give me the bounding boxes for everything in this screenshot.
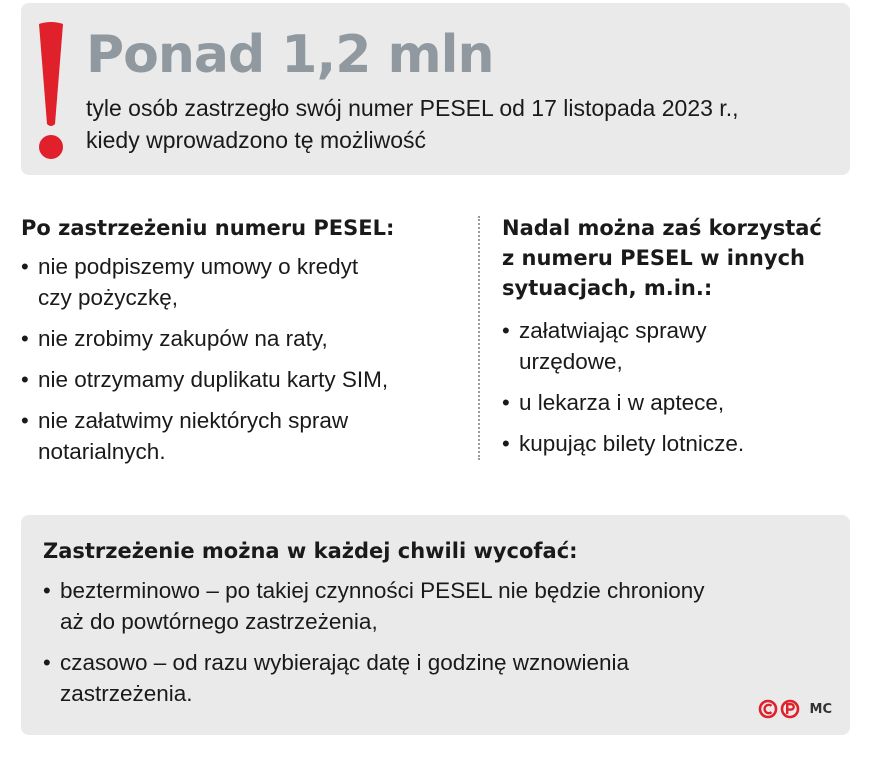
list-item-text: czy pożyczkę, (38, 285, 179, 310)
list-item (502, 315, 854, 377)
restrictions-heading: Po zastrzeżeniu numeru PESEL: (21, 216, 395, 240)
p-registered-icon (782, 701, 798, 717)
subtext-line: tyle osób zastrzegło swój numer PESEL od 17 listopada 2023 r., (86, 95, 739, 121)
list-item (21, 251, 467, 313)
list-item-text: • załatwiając sprawy (519, 318, 707, 343)
heading-line: Nadal można zaś korzystać (502, 216, 822, 240)
exceptions-column (502, 213, 854, 469)
author-initials: MC (809, 701, 832, 717)
heading-line: sytuacjach, m.in.: (502, 276, 713, 300)
list-item (502, 387, 854, 418)
list-item-text: • nie załatwimy niektórych spraw (38, 408, 349, 433)
exceptions-list (502, 315, 854, 459)
credit (758, 699, 832, 719)
list-item-text: • u lekarza i w aptece, (519, 390, 725, 415)
list-item-text: aż do powtórnego zastrzeżenia, (60, 609, 378, 634)
list-item-text: • nie podpiszemy umowy o kredyt (38, 254, 359, 279)
column-divider (478, 216, 480, 460)
list-item (43, 575, 833, 637)
heading-line: z numeru PESEL w innych (502, 246, 805, 270)
withdrawal-heading: Zastrzeżenie można w każdej chwili wycofać: (43, 539, 578, 563)
withdrawal-list (43, 575, 833, 719)
list-item-text: zastrzeżenia. (60, 681, 193, 706)
restrictions-list (21, 251, 467, 467)
list-item (43, 647, 833, 709)
list-item-text: • nie zrobimy zakupów na raty, (38, 326, 328, 351)
list-item (21, 405, 467, 467)
exclamation-icon (36, 20, 66, 162)
copyright-icon (758, 699, 802, 719)
list-item-text: notarialnych. (38, 439, 166, 464)
list-item-text: • czasowo – od razu wybierając datę i godzinę wznowienia (60, 650, 630, 675)
list-item-text: urzędowe, (519, 349, 623, 374)
headline: Ponad 1,2 mln (86, 25, 494, 85)
list-item (502, 428, 854, 459)
list-item-text: • kupując bilety lotnicze. (519, 431, 745, 456)
list-item (21, 323, 467, 354)
list-item-text: • nie otrzymamy duplikatu karty SIM, (38, 367, 389, 392)
restrictions-column (21, 213, 467, 477)
list-item-text: • bezterminowo – po takiej czynności PESEL nie będzie chroniony (60, 578, 705, 603)
exceptions-heading (502, 213, 854, 303)
subtext-line: kiedy wprowadzono tę możliwość (86, 127, 427, 153)
withdrawal-box (21, 515, 850, 735)
headline-subtext (86, 92, 826, 156)
list-item (21, 364, 467, 395)
